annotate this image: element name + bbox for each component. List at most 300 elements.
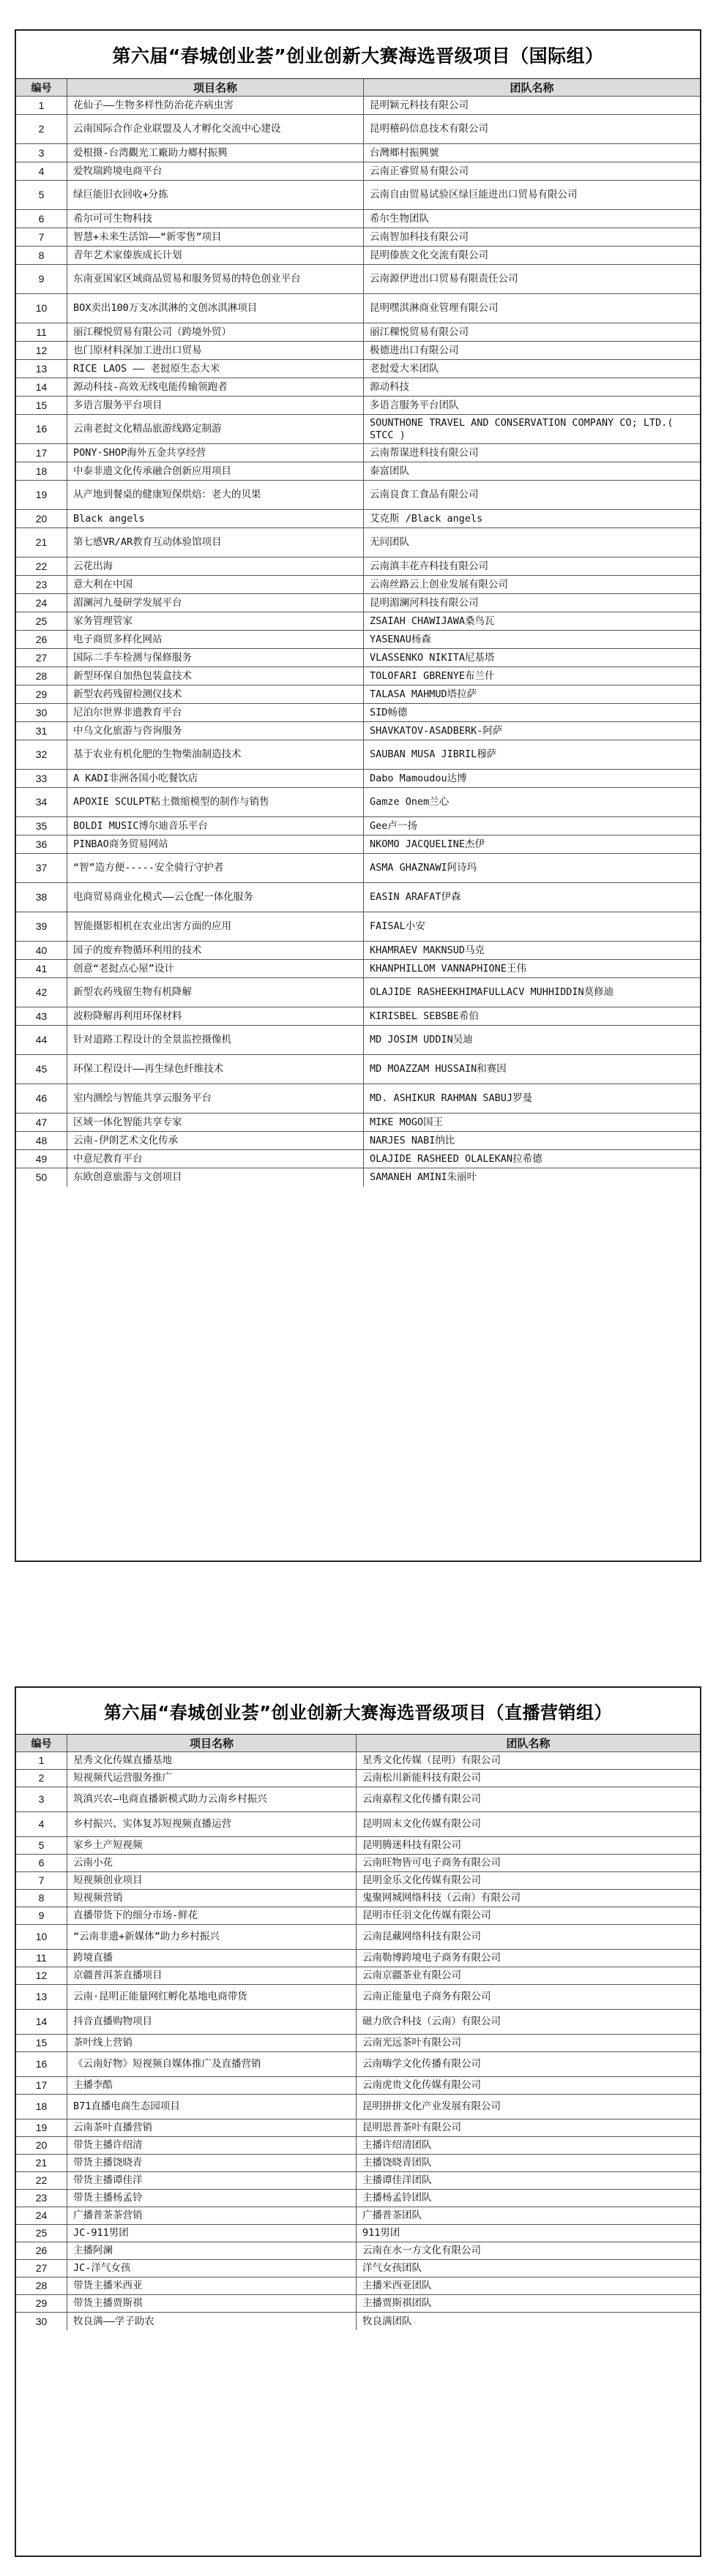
table-row bbox=[16, 1812, 700, 1837]
table-row bbox=[16, 1837, 700, 1855]
row-team: SAMANEH AMINI朱丽叶 bbox=[370, 1171, 477, 1183]
row-team: 云南帮谋进科技有限公司 bbox=[370, 446, 479, 459]
table-title: 第六届“春城创业荟”创业创新大赛海选晋级项目（国际组） bbox=[16, 31, 700, 79]
table-row bbox=[16, 294, 700, 323]
row-project: 带货主播许绍清 bbox=[67, 2137, 357, 2154]
row-number: 7 bbox=[16, 228, 67, 246]
header-project: 项目名称 bbox=[67, 79, 364, 96]
table-row bbox=[16, 978, 700, 1007]
row-team: 昆明拼拼文化产业发展有限公司 bbox=[362, 2100, 501, 2112]
row-team: 云南虎贵文化传媒有限公司 bbox=[362, 2079, 481, 2091]
row-project: “云南非遗+新媒体”助力乡村振兴 bbox=[67, 1925, 357, 1949]
row-number: 5 bbox=[16, 181, 67, 209]
row-number: 50 bbox=[16, 1168, 67, 1187]
livestream-group-table bbox=[15, 1686, 701, 2557]
row-number: 30 bbox=[16, 2313, 67, 2330]
row-number: 22 bbox=[16, 557, 67, 575]
row-project: 尼泊尔世界非遗教育平台 bbox=[67, 704, 364, 721]
table-row bbox=[16, 397, 700, 415]
table-row bbox=[16, 1026, 700, 1055]
row-team: 昆明思普茶叶有限公司 bbox=[362, 2122, 461, 2133]
table-row bbox=[16, 1907, 700, 1925]
row-team: 洋气女孩团队 bbox=[362, 2262, 422, 2274]
row-number: 17 bbox=[16, 2077, 67, 2094]
row-team: 云南源伊进出口贸易有限责任公司 bbox=[370, 273, 518, 285]
row-project: 绿巨能旧衣回收+分拣 bbox=[67, 181, 364, 209]
row-project: 云花出海 bbox=[67, 557, 364, 575]
row-project: 针对道路工程设计的全景监控摄像机 bbox=[67, 1026, 364, 1054]
row-project: 带货主播谭佳洋 bbox=[67, 2172, 357, 2189]
table-row bbox=[16, 740, 700, 770]
row-project: 从产地到餐桌的健康短保烘焙：老大的贝果 bbox=[67, 481, 364, 509]
row-team: 昆明腾迷科技有限公司 bbox=[362, 1839, 461, 1851]
row-team: 昆明颖元科技有限公司 bbox=[370, 99, 469, 111]
table-row bbox=[16, 1967, 700, 1985]
row-team: 主播饶晓青团队 bbox=[362, 2157, 432, 2168]
row-project: Black angels bbox=[67, 510, 364, 527]
row-number: 20 bbox=[16, 510, 67, 527]
row-team: 昆明金乐文化传媒有限公司 bbox=[362, 1874, 481, 1886]
table-row bbox=[16, 1007, 700, 1026]
table-body bbox=[16, 97, 700, 1187]
row-number: 47 bbox=[16, 1114, 67, 1131]
table-row bbox=[16, 883, 700, 912]
table-row bbox=[16, 686, 700, 704]
table-row bbox=[16, 1770, 700, 1787]
row-number: 27 bbox=[16, 649, 67, 666]
row-project: 筑滇兴农—电商直播新模式助力云南乡村振兴 bbox=[67, 1787, 357, 1811]
row-number: 10 bbox=[16, 1925, 67, 1949]
table-row bbox=[16, 1787, 700, 1812]
row-team: SAUBAN MUSA JIBRIL穆萨 bbox=[370, 748, 497, 760]
row-project: 茶叶线上营销 bbox=[67, 2035, 357, 2051]
row-team: ZSAIAH CHAWIJAWA桑鸟瓦 bbox=[370, 615, 495, 627]
row-team: 希尔生物团队 bbox=[370, 212, 429, 225]
row-project: 带货主播米西亚 bbox=[67, 2278, 357, 2294]
row-number: 13 bbox=[16, 360, 67, 378]
row-number: 6 bbox=[16, 210, 67, 228]
row-team: 源动科技 bbox=[370, 380, 409, 393]
table-row bbox=[16, 360, 700, 378]
row-team: 昆明周末文化传媒有限公司 bbox=[362, 1818, 481, 1830]
row-project: 国际二手车检测与保修服务 bbox=[67, 649, 364, 666]
table-row bbox=[16, 854, 700, 883]
row-project: 也门原材料深加工进出口贸易 bbox=[67, 342, 364, 359]
row-project: 意大利在中国 bbox=[67, 576, 364, 593]
header-number: 编号 bbox=[16, 1735, 67, 1751]
table-row bbox=[16, 594, 700, 612]
table-row bbox=[16, 788, 700, 817]
row-number: 30 bbox=[16, 704, 67, 721]
row-project: 园子的废弃物循环利用的技术 bbox=[67, 942, 364, 959]
table-title: 第六届“春城创业荟”创业创新大赛海选晋级项目（直播营销组） bbox=[16, 1688, 700, 1735]
row-number: 2 bbox=[16, 1770, 67, 1787]
row-number: 41 bbox=[16, 960, 67, 977]
row-number: 17 bbox=[16, 444, 67, 462]
row-number: 24 bbox=[16, 594, 67, 612]
row-number: 11 bbox=[16, 1950, 67, 1967]
row-team: 云南嗨学文化传播有限公司 bbox=[362, 2058, 481, 2070]
table-row bbox=[16, 576, 700, 594]
row-project: 带货主播饶晓青 bbox=[67, 2155, 357, 2171]
header-project: 项目名称 bbox=[67, 1735, 357, 1751]
row-number: 26 bbox=[16, 631, 67, 648]
row-team: 泰富团队 bbox=[370, 465, 409, 477]
row-team: 星秀文化传媒（昆明）有限公司 bbox=[362, 1754, 501, 1766]
row-project: 爱牧瑞跨境电商平台 bbox=[67, 162, 364, 180]
row-project: 云南·昆明正能量网红孵化基地电商带货 bbox=[67, 1985, 357, 2009]
table-row bbox=[16, 2119, 700, 2137]
row-number: 37 bbox=[16, 854, 67, 882]
row-number: 25 bbox=[16, 612, 67, 630]
row-number: 2 bbox=[16, 115, 67, 143]
row-project: 基于农业有机化肥的生物柴油制造技术 bbox=[67, 740, 364, 769]
table-row bbox=[16, 770, 700, 788]
table-row bbox=[16, 115, 700, 144]
row-team: 广播普茶团队 bbox=[362, 2209, 422, 2221]
row-team: 主播米西亚团队 bbox=[362, 2280, 432, 2291]
row-team: KHAMRAEV MAKNSUD马克 bbox=[370, 944, 485, 956]
row-project: “智”造方便-----安全骑行守护者 bbox=[67, 854, 364, 882]
table-row bbox=[16, 228, 700, 247]
row-number: 15 bbox=[16, 397, 67, 414]
row-project: 室内测绘与智能共享云服务平台 bbox=[67, 1084, 364, 1113]
row-number: 32 bbox=[16, 740, 67, 769]
table-row bbox=[16, 1752, 700, 1770]
row-project: 短视频代运营服务推广 bbox=[67, 1770, 357, 1787]
row-team: 主播谭佳洋团队 bbox=[362, 2174, 432, 2186]
row-project: 新型环保自加热包装盒技术 bbox=[67, 667, 364, 685]
row-team: 云南丝路云上创业发展有限公司 bbox=[370, 578, 508, 590]
table-row bbox=[16, 1168, 700, 1187]
row-number: 25 bbox=[16, 2225, 67, 2242]
row-team: MD JOSIM UDDIN吴迪 bbox=[370, 1034, 473, 1045]
row-team: 昆明市任羽文化传媒有限公司 bbox=[362, 1910, 491, 1921]
row-project: 电商贸易商业化模式——云仓配一体化服务 bbox=[67, 883, 364, 912]
row-team: 云南在水一方文化有限公司 bbox=[362, 2245, 481, 2256]
row-team: 磁力欣合科技（云南）有限公司 bbox=[362, 2016, 501, 2027]
row-project: 短视频创业项目 bbox=[67, 1872, 357, 1889]
table-row bbox=[16, 912, 700, 942]
row-team: 昆明嘿淇淋商业管理有限公司 bbox=[370, 302, 499, 314]
row-project: 东欧创意旅游与文创项目 bbox=[67, 1168, 364, 1187]
table-row bbox=[16, 1150, 700, 1168]
row-number: 28 bbox=[16, 667, 67, 685]
row-team: 昆明湄澜河科技有限公司 bbox=[370, 596, 479, 609]
table-body bbox=[16, 1752, 700, 2330]
table-row bbox=[16, 378, 700, 397]
row-number: 35 bbox=[16, 817, 67, 835]
row-team: 无问团队 bbox=[370, 536, 409, 548]
row-number: 3 bbox=[16, 144, 67, 162]
row-project: 湄澜河九曼研学发展平台 bbox=[67, 594, 364, 612]
row-project: 抖音直播购物项目 bbox=[67, 2010, 357, 2034]
row-number: 36 bbox=[16, 835, 67, 853]
table-row bbox=[16, 481, 700, 510]
row-team: TOLOFARI GBRENYE布兰什 bbox=[370, 669, 495, 682]
row-project: 丽江稞悦贸易有限公司（跨境外贸） bbox=[67, 323, 364, 341]
row-team: SOUNTHONE TRAVEL AND CONSERVATION COMPANY CO; LTD.( STCC ) bbox=[370, 416, 674, 441]
row-project: BOLDI MUSIC博尔迪音乐平台 bbox=[67, 817, 364, 835]
row-team: 云南正能量电子商务有限公司 bbox=[362, 1991, 491, 2002]
table-row bbox=[16, 667, 700, 686]
row-team: 主播贾斯祺团队 bbox=[362, 2297, 432, 2309]
row-team: 云南旺物皆可电子商务有限公司 bbox=[362, 1857, 501, 1869]
row-number: 49 bbox=[16, 1150, 67, 1168]
table-row bbox=[16, 2242, 700, 2260]
row-number: 4 bbox=[16, 162, 67, 180]
row-team: KIRISBEL SEBSBE希伯 bbox=[370, 1010, 479, 1022]
row-number: 19 bbox=[16, 2119, 67, 2136]
table-row bbox=[16, 162, 700, 181]
row-project: 源动科技-高效无线电能传输领跑者 bbox=[67, 378, 364, 396]
row-team: 云南正睿贸易有限公司 bbox=[370, 165, 469, 177]
row-team: 牧良满团队 bbox=[362, 2315, 412, 2327]
row-team: 云南昆藏网络科技有限公司 bbox=[362, 1931, 481, 1942]
header-team: 团队名称 bbox=[510, 81, 554, 94]
table-row bbox=[16, 510, 700, 528]
row-team: Dabo Mamoudou达博 bbox=[370, 772, 467, 784]
row-team: Gamze Onem兰心 bbox=[370, 796, 450, 808]
row-team: NKOMO JACQUELINE杰伊 bbox=[370, 838, 485, 850]
table-row bbox=[16, 444, 700, 462]
row-project: 云南国际合作企业联盟及人才孵化交流中心建设 bbox=[67, 115, 364, 143]
row-team: NARJES NABI纳比 bbox=[370, 1134, 455, 1146]
row-number: 11 bbox=[16, 323, 67, 341]
row-project: 星秀文化传媒直播基地 bbox=[67, 1752, 357, 1769]
row-project: 京疆普洱茶直播项目 bbox=[67, 1967, 357, 1984]
row-team: 艾克斯 /Black angels bbox=[370, 512, 483, 525]
row-project: 智慧+未来生活馆——“新零售”项目 bbox=[67, 228, 364, 246]
row-number: 21 bbox=[16, 2155, 67, 2171]
row-project: 牧良满——学子助农 bbox=[67, 2313, 357, 2330]
international-group-table bbox=[15, 29, 701, 1562]
row-number: 3 bbox=[16, 1787, 67, 1811]
row-project: 中泰非遗文化传承融合创新应用项目 bbox=[67, 462, 364, 480]
table-row bbox=[16, 960, 700, 978]
table-row bbox=[16, 1872, 700, 1890]
row-number: 46 bbox=[16, 1084, 67, 1113]
row-project: 青年艺术家傣族成长计划 bbox=[67, 247, 364, 264]
table-row bbox=[16, 1084, 700, 1114]
row-project: A KADI非洲各国小吃餐饮店 bbox=[67, 770, 364, 787]
row-team: 云南勒博跨境电子商务有限公司 bbox=[362, 1952, 501, 1964]
row-project: 直播带货下的细分市场-鲜花 bbox=[67, 1907, 357, 1924]
row-project: 第七感VR/AR教育互动体验馆项目 bbox=[67, 528, 364, 557]
row-number: 42 bbox=[16, 978, 67, 1007]
row-project: 家乡土产短视频 bbox=[67, 1837, 357, 1854]
row-team: KHANPHILLOM VANNAPHIONE王伟 bbox=[370, 962, 526, 975]
row-number: 48 bbox=[16, 1132, 67, 1149]
row-project: 云南茶叶直播营销 bbox=[67, 2119, 357, 2136]
table-row bbox=[16, 181, 700, 210]
row-project: 家务管理管家 bbox=[67, 612, 364, 630]
table-row bbox=[16, 2077, 700, 2095]
row-project: 主播阿澜 bbox=[67, 2242, 357, 2259]
row-team: MIKE MOGO国王 bbox=[370, 1116, 444, 1128]
row-number: 23 bbox=[16, 576, 67, 593]
row-team: 鬼聚网城网络科技（云南）有限公司 bbox=[362, 1892, 521, 1904]
row-project: 广播普茶茶营销 bbox=[67, 2207, 357, 2224]
row-number: 29 bbox=[16, 686, 67, 703]
row-number: 19 bbox=[16, 481, 67, 509]
row-number: 13 bbox=[16, 1985, 67, 2009]
table-row bbox=[16, 817, 700, 835]
row-number: 40 bbox=[16, 942, 67, 959]
table-row bbox=[16, 2295, 700, 2313]
table-row bbox=[16, 2035, 700, 2052]
table-row bbox=[16, 2190, 700, 2207]
row-project: 跨境直播 bbox=[67, 1950, 357, 1967]
row-project: 创意“老挝点心屋”设计 bbox=[67, 960, 364, 977]
row-project: 《云南好物》短视频自媒体推广及直播营销 bbox=[67, 2052, 357, 2076]
row-team: 极德进出口有限公司 bbox=[370, 344, 459, 356]
row-team: 云南良食工食品有限公司 bbox=[370, 489, 479, 500]
row-team: 云南京疆茶业有限公司 bbox=[362, 1969, 461, 1981]
row-team: VLASSENKO NIKITA尼基塔 bbox=[370, 651, 495, 664]
row-project: 爱根摄-台湾觀光工廠助力鄉村振興 bbox=[67, 144, 364, 162]
table-row bbox=[16, 2010, 700, 2035]
table-row bbox=[16, 2260, 700, 2278]
row-team: 台灣鄉村振興號 bbox=[370, 146, 439, 159]
table-row bbox=[16, 2137, 700, 2155]
row-number: 14 bbox=[16, 2010, 67, 2034]
table-row bbox=[16, 649, 700, 667]
table-row bbox=[16, 265, 700, 294]
row-team: 丽江稞悦贸易有限公司 bbox=[370, 326, 469, 338]
table-row bbox=[16, 144, 700, 162]
table-row bbox=[16, 2225, 700, 2242]
table-row bbox=[16, 462, 700, 481]
row-number: 43 bbox=[16, 1007, 67, 1025]
row-project: 乡村振兴、实体复苏短视频直播运营 bbox=[67, 1812, 357, 1836]
table-row bbox=[16, 97, 700, 115]
row-team: SID畅德 bbox=[370, 706, 408, 718]
row-team: OLAJIDE RASHEEKHIMAFULLACV MUHHIDDIN莫修迪 bbox=[370, 986, 614, 998]
row-number: 18 bbox=[16, 462, 67, 480]
row-team: MD MOAZZAM HUSSAIN和赛因 bbox=[370, 1063, 507, 1075]
row-project: 波粉降解再利用环保材料 bbox=[67, 1007, 364, 1025]
table-row bbox=[16, 1890, 700, 1907]
table-row bbox=[16, 557, 700, 576]
table-row bbox=[16, 631, 700, 649]
row-number: 45 bbox=[16, 1055, 67, 1084]
row-team: Gee卢一扬 bbox=[370, 819, 417, 832]
row-project: APOXIE SCULPT粘土微缩模型的制作与销售 bbox=[67, 788, 364, 816]
row-number: 12 bbox=[16, 342, 67, 359]
row-team: 云南滇丰花卉科技有限公司 bbox=[370, 560, 488, 572]
row-team: 昆明稽码信息技术有限公司 bbox=[370, 123, 488, 135]
row-project: 区域一体化智能共享专家 bbox=[67, 1114, 364, 1131]
row-project: 中意尼教育平台 bbox=[67, 1150, 364, 1168]
row-team: MD. ASHIKUR RAHMAN SABUJ罗曼 bbox=[370, 1092, 533, 1104]
row-team: 主播许绍清团队 bbox=[362, 2139, 432, 2151]
table-row bbox=[16, 2155, 700, 2172]
row-project: BOX卖出100万支冰淇淋的文创冰淇淋项目 bbox=[67, 294, 364, 323]
table-row bbox=[16, 2313, 700, 2330]
row-team: SHAVKATOV-ASADBERK-阿萨 bbox=[370, 724, 503, 737]
header-team: 团队名称 bbox=[506, 1737, 551, 1750]
row-number: 8 bbox=[16, 247, 67, 264]
table-header bbox=[16, 1735, 700, 1752]
row-number: 16 bbox=[16, 2052, 67, 2076]
table-row bbox=[16, 2172, 700, 2190]
row-number: 24 bbox=[16, 2207, 67, 2224]
table-row bbox=[16, 2207, 700, 2225]
row-project: 希尔可可生物科技 bbox=[67, 210, 364, 228]
row-project: B71直播电商生态园项目 bbox=[67, 2095, 357, 2119]
row-number: 1 bbox=[16, 97, 67, 114]
table-row bbox=[16, 323, 700, 342]
row-team: 云南嘉程文化传播有限公司 bbox=[362, 1793, 481, 1805]
table-row bbox=[16, 415, 700, 444]
row-project: RICE LAOS —— 老挝原生态大米 bbox=[67, 360, 364, 378]
row-project: 新型农药残留检测仪技术 bbox=[67, 686, 364, 703]
row-project: 新型农药残留生物有机降解 bbox=[67, 978, 364, 1007]
row-number: 16 bbox=[16, 415, 67, 443]
row-project: 花仙子——生物多样性防治花卉病虫害 bbox=[67, 97, 364, 114]
table-row bbox=[16, 1055, 700, 1084]
row-number: 34 bbox=[16, 788, 67, 816]
row-number: 5 bbox=[16, 1837, 67, 1854]
row-project: JC-911男团 bbox=[67, 2225, 357, 2242]
row-number: 31 bbox=[16, 722, 67, 740]
row-project: 云南老挝文化精品旅游线路定制游 bbox=[67, 415, 364, 443]
table-row bbox=[16, 1985, 700, 2010]
row-team: 多语言服务平台团队 bbox=[370, 399, 459, 411]
table-row bbox=[16, 247, 700, 265]
row-number: 15 bbox=[16, 2035, 67, 2051]
row-project: PONY·SHOP海外五金共享经营 bbox=[67, 444, 364, 462]
row-team: FAISAL小安 bbox=[370, 920, 425, 932]
row-number: 44 bbox=[16, 1026, 67, 1054]
row-team: ASMA GHAZNAWI阿诗玛 bbox=[370, 862, 477, 874]
table-row bbox=[16, 2095, 700, 2119]
row-project: 中乌文化旅游与咨询服务 bbox=[67, 722, 364, 740]
table-row bbox=[16, 210, 700, 228]
row-number: 12 bbox=[16, 1967, 67, 1984]
table-row bbox=[16, 1114, 700, 1132]
table-row bbox=[16, 1925, 700, 1950]
row-team: 老挝爱大米团队 bbox=[370, 362, 439, 375]
row-number: 1 bbox=[16, 1752, 67, 1769]
table-row bbox=[16, 1950, 700, 1967]
row-project: 带货主播杨孟铃 bbox=[67, 2190, 357, 2207]
row-team: 云南光远茶叶有限公司 bbox=[362, 2037, 461, 2049]
row-team: OLAJIDE RASHEED OLALEKAN拉希德 bbox=[370, 1152, 542, 1165]
table-row bbox=[16, 1132, 700, 1150]
row-number: 23 bbox=[16, 2190, 67, 2207]
row-team: 911男团 bbox=[362, 2227, 400, 2239]
row-project: 云南小花 bbox=[67, 1855, 357, 1871]
row-number: 7 bbox=[16, 1872, 67, 1889]
row-number: 27 bbox=[16, 2260, 67, 2277]
row-team: YASENAU杨森 bbox=[370, 633, 431, 645]
row-number: 38 bbox=[16, 883, 67, 912]
table-row bbox=[16, 2052, 700, 2077]
row-number: 9 bbox=[16, 1907, 67, 1924]
row-project: 带货主播贾斯祺 bbox=[67, 2295, 357, 2312]
row-project: 智能摄影相机在农业出害方面的应用 bbox=[67, 912, 364, 941]
row-number: 18 bbox=[16, 2095, 67, 2119]
row-number: 33 bbox=[16, 770, 67, 787]
row-number: 26 bbox=[16, 2242, 67, 2259]
row-number: 39 bbox=[16, 912, 67, 941]
row-team: 昆明傣族文化交流有限公司 bbox=[370, 249, 488, 261]
row-team: TALASA MAHMUD塔拉萨 bbox=[370, 688, 477, 700]
table-row bbox=[16, 835, 700, 854]
table-row bbox=[16, 704, 700, 722]
